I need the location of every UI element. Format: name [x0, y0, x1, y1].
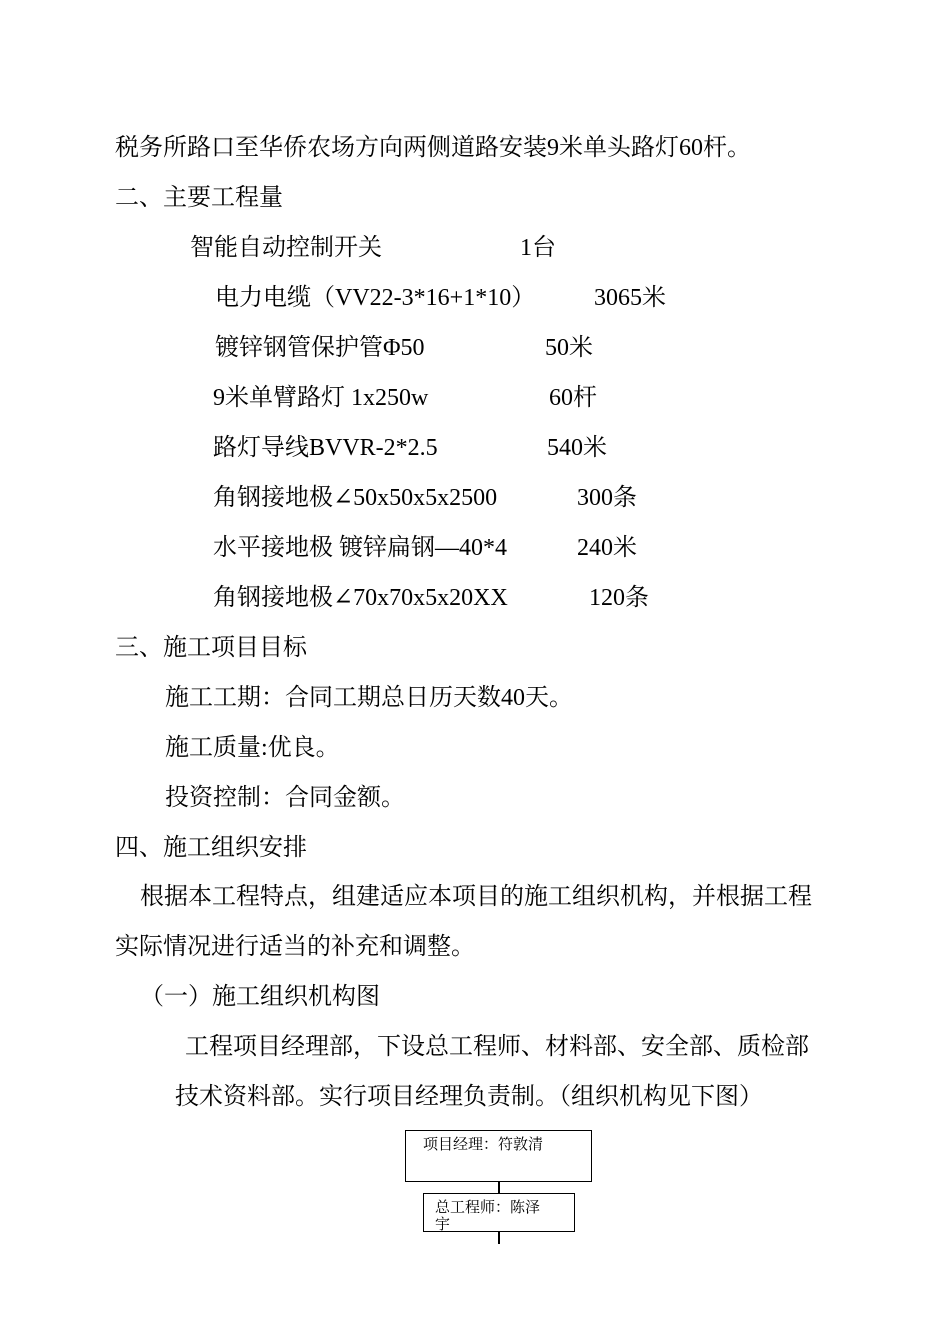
quantity-item-value: 1台 — [520, 235, 556, 261]
org-connector-line — [498, 1182, 500, 1193]
quantity-item-name: 路灯导线BVVR-2*2.5 — [213, 435, 438, 461]
quantity-item-name: 9米单臂路灯 1x250w — [213, 385, 429, 411]
target-duration: 施工工期：合同工期总日历天数40天。 — [165, 685, 573, 711]
section-3-heading: 三、施工项目目标 — [115, 635, 307, 661]
quantity-item-value: 540米 — [547, 435, 607, 461]
quantity-item-value: 120条 — [589, 585, 649, 611]
quantity-item-name: 镀锌钢管保护管Φ50 — [215, 335, 425, 361]
quantity-item-value: 240米 — [577, 535, 637, 561]
org-connector-line — [498, 1232, 500, 1244]
target-investment: 投资控制：合同金额。 — [165, 785, 405, 811]
quantity-item-value: 50米 — [545, 335, 593, 361]
chief-engineer-box — [423, 1193, 575, 1232]
quantity-item-value: 3065米 — [594, 285, 666, 311]
quantity-item-name: 角钢接地极∠50x50x5x2500 — [213, 485, 498, 511]
org-chart-subheading: （一）施工组织机构图 — [140, 984, 380, 1010]
org-description-line-1: 工程项目经理部，下设总工程师、材料部、安全部、质检部 — [185, 1034, 809, 1060]
chief-engineer-label: 总工程师：陈泽 — [435, 1200, 541, 1216]
quantity-item-name: 水平接地极 镀锌扁钢—40*4 — [213, 535, 507, 561]
quantity-item-name: 电力电缆（VV22-3*16+1*10） — [215, 285, 536, 311]
section-4-paragraph-line-1: 根据本工程特点，组建适应本项目的施工组织机构，并根据工程 — [140, 884, 812, 910]
chief-engineer-label-overflow: 宇 — [435, 1217, 451, 1232]
org-description-line-2: 技术资料部。实行项目经理负责制。（组织机构见下图） — [175, 1084, 763, 1110]
intro-line: 税务所路口至华侨农场方向两侧道路安装9米单头路灯60杆。 — [115, 135, 751, 161]
target-quality: 施工质量:优良。 — [165, 735, 340, 761]
section-4-paragraph-line-2: 实际情况进行适当的补充和调整。 — [115, 934, 475, 960]
project-manager-label: 项目经理：符敦清 — [423, 1137, 544, 1153]
quantity-item-value: 60杆 — [549, 385, 597, 411]
section-2-heading: 二、主要工程量 — [115, 185, 283, 211]
section-4-heading: 四、施工组织安排 — [115, 835, 307, 861]
quantity-item-name: 角钢接地极∠70x70x5x20XX — [213, 585, 508, 611]
project-manager-box — [405, 1130, 592, 1182]
quantity-item-name: 智能自动控制开关 — [190, 235, 382, 261]
quantity-item-value: 300条 — [577, 485, 637, 511]
